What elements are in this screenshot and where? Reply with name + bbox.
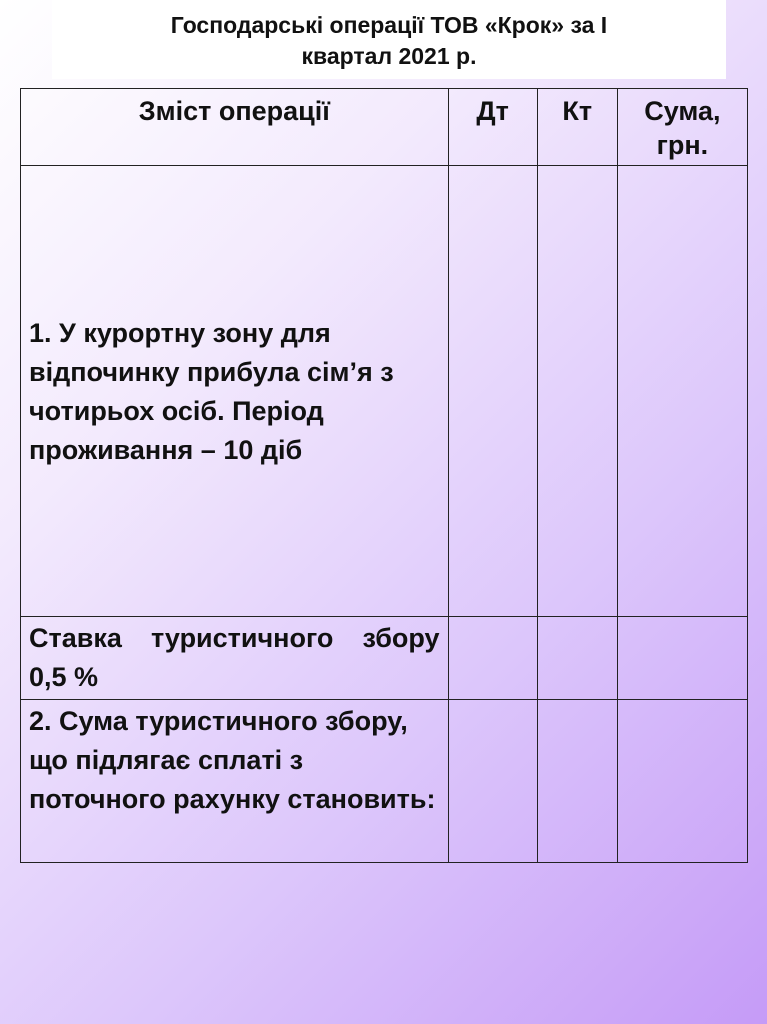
- slide-title-line-1: Господарські операції ТОВ «Крок» за І: [170, 12, 608, 38]
- row-1-debit: [448, 166, 537, 617]
- row-2-credit: [537, 617, 617, 700]
- header-sum: [617, 89, 747, 166]
- row-2-sum: [617, 617, 747, 700]
- row-2-debit: [448, 617, 537, 700]
- row-3-sum: [617, 700, 747, 863]
- header-debit: Дт: [448, 89, 537, 166]
- operations-table: [20, 88, 748, 863]
- table-header-row: [21, 89, 748, 166]
- slide-title-line-2: квартал 2021 р.: [301, 43, 477, 69]
- slide-title: [52, 10, 726, 72]
- table-row: [21, 700, 748, 863]
- header-sum-line-1: Сума,: [644, 96, 721, 126]
- row-1-sum: [617, 166, 747, 617]
- table-row: [21, 166, 748, 617]
- header-content: Зміст операції: [21, 89, 449, 166]
- row-1-credit: [537, 166, 617, 617]
- row-3-debit: [448, 700, 537, 863]
- row-2-content: Ставка туристичного збору 0,5 %: [21, 617, 449, 700]
- table-row: [21, 617, 748, 700]
- header-credit: Кт: [537, 89, 617, 166]
- row-3-content: 2. Сума туристичного збору, що підлягає сплаті з поточного рахунку становить:: [21, 700, 449, 863]
- header-sum-line-2: грн.: [656, 130, 709, 160]
- row-3-credit: [537, 700, 617, 863]
- row-1-content: 1. У курортну зону для відпочинку прибула сім’я з чотирьох осіб. Період проживання – 10 діб: [21, 166, 449, 617]
